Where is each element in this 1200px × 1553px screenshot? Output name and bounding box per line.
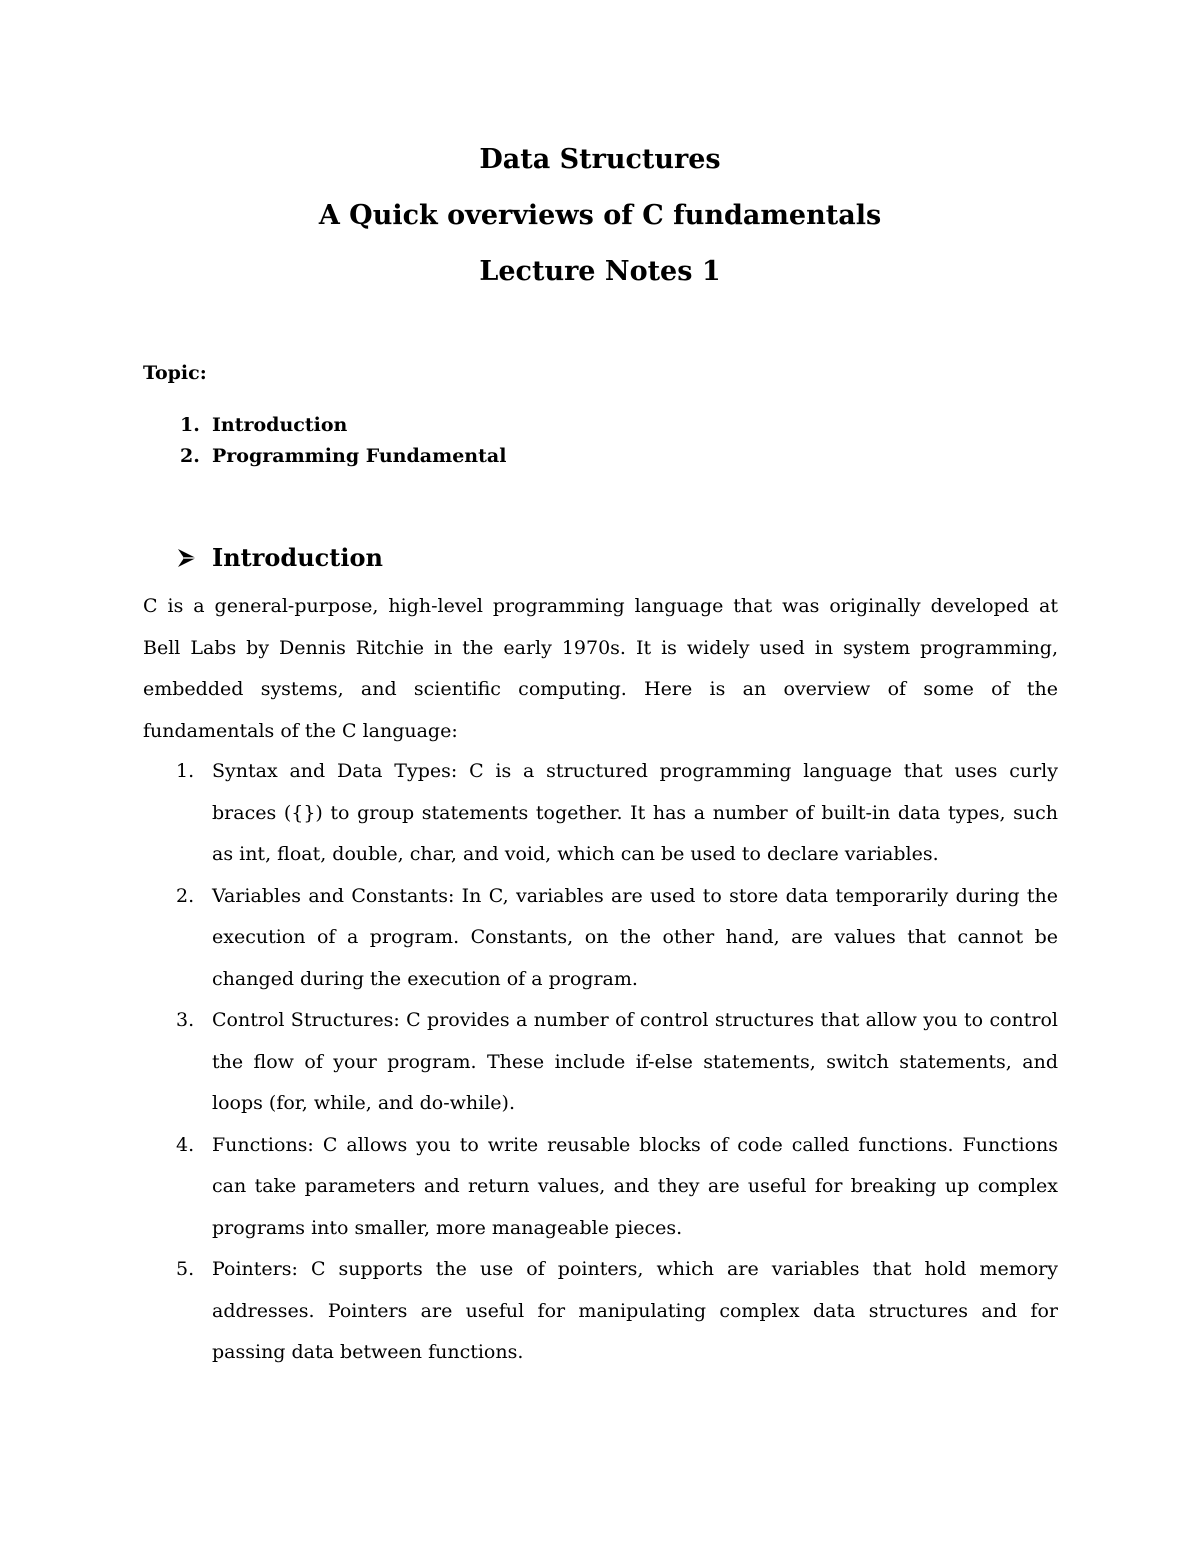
- list-item: [143, 876, 1058, 1001]
- list-item-number: 4.: [176, 1133, 195, 1156]
- arrow-right-icon: [176, 547, 198, 569]
- topic-item: [143, 442, 506, 473]
- list-item-number: 5.: [176, 1258, 195, 1280]
- list-item-text: Functions: C allows you to write reusable blocks of code called functions. Functions can take parameters and return values, and they are useful for breaking up complex programs into smaller, more manageable pieces.: [212, 1133, 1058, 1239]
- list-item-text: Control Structures: C provides a number of control structures that allow you to control the flow of your program. These include if-else statements, switch statements, and loops (for, while, and do-while).: [212, 1009, 1058, 1114]
- list-item: [143, 1249, 1058, 1374]
- section-heading-text: Introduction: [212, 543, 383, 572]
- list-item-number: 1.: [176, 760, 195, 782]
- topic-label-text: Introduction: [212, 414, 348, 436]
- list-item-text: Syntax and Data Types: C is a structured programming language that uses curly braces ({}) to group statements together. It has a number of built-in data types, such as int, float, double, char, and void, which can be used to declare variables.: [212, 760, 1058, 865]
- list-item-text: Pointers: C supports the use of pointers, which are variables that hold memory addresses. Pointers are useful for manipulating complex data structures and for passing data between functions.: [212, 1258, 1058, 1363]
- fundamentals-list: [143, 751, 1058, 1374]
- topic-label-text: Programming Fundamental: [212, 445, 507, 467]
- list-item: [143, 1125, 1058, 1250]
- list-item-text: Variables and Constants: In C, variables are used to store data temporarily during the execution of a program. Constants, on the other hand, are values that cannot be changed during the execution of a program.: [212, 884, 1058, 990]
- document-title: Data Structures: [479, 144, 721, 175]
- topic-number: 1.: [180, 414, 200, 436]
- topic-number: 2.: [180, 445, 200, 467]
- topic-list: [143, 411, 506, 473]
- intro-paragraph-block: [143, 586, 1058, 752]
- topic-label: Topic:: [143, 362, 207, 384]
- list-item: [143, 751, 1058, 876]
- lecture-number: Lecture Notes 1: [479, 256, 721, 287]
- section-heading: [176, 543, 383, 572]
- list-item-number: 3.: [176, 1009, 195, 1031]
- topic-item: [143, 411, 506, 442]
- intro-paragraph: C is a general-purpose, high-level programming language that was originally developed at Bell Labs by Dennis Ritchie in the early 1970s. It is widely used in system programming, embedded systems, and scientific computing. Here is an overview of some of the fundamentals of the C language:: [143, 595, 1058, 742]
- document-subtitle: A Quick overviews of C fundamentals: [318, 200, 882, 231]
- title-block: [0, 140, 1200, 308]
- list-item-number: 2.: [176, 884, 195, 907]
- list-item: [143, 1000, 1058, 1125]
